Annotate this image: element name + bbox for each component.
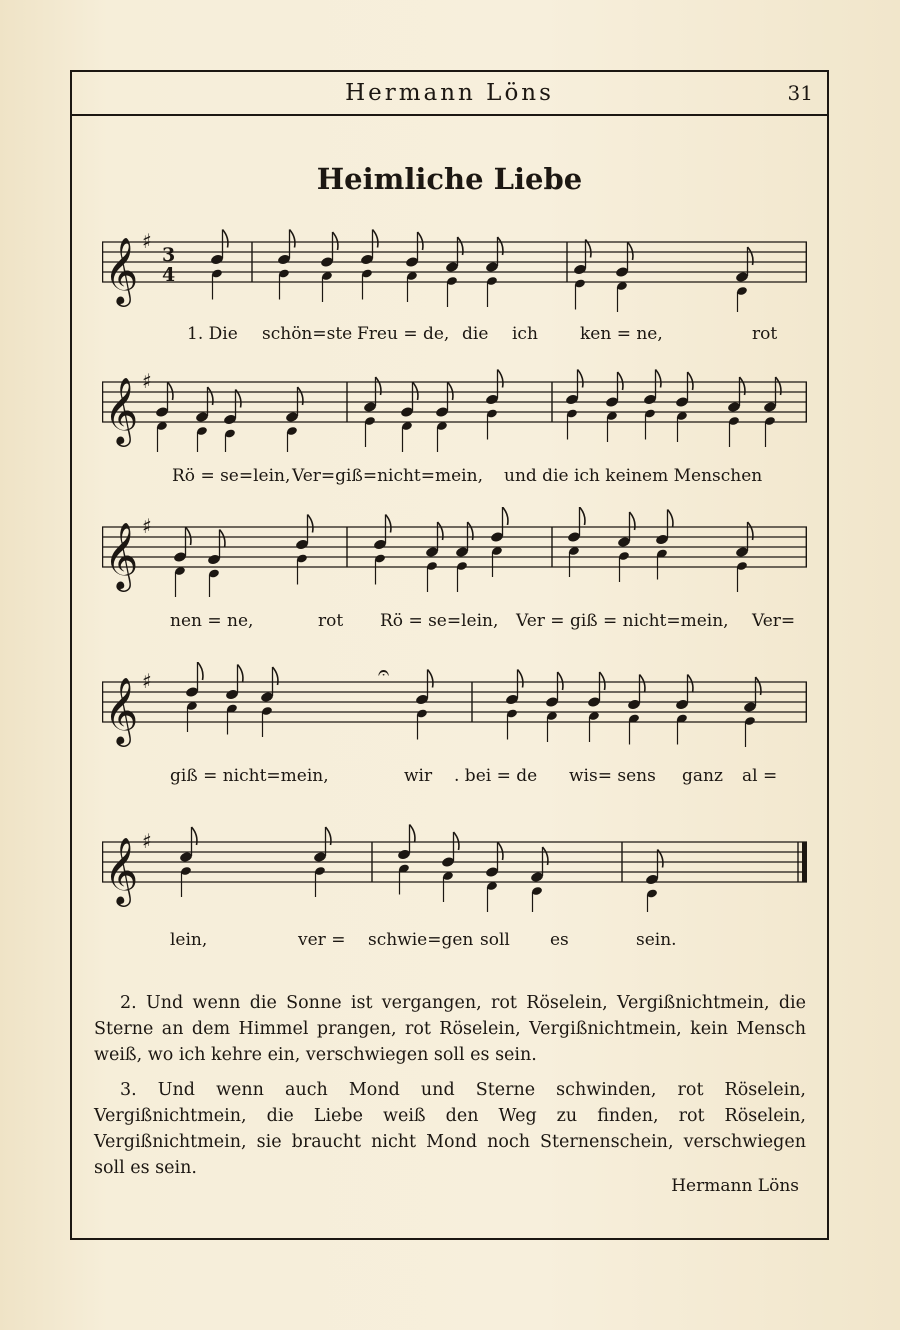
additional-verses — [94, 990, 806, 1190]
lyric-syllable: sein. — [636, 930, 677, 950]
lyric-syllable: Freu = de, — [357, 324, 450, 344]
lyric-syllable: Rö = se=lein, — [380, 611, 499, 631]
lyric-syllable: Rö = se=lein, — [172, 466, 291, 486]
treble-clef-icon: 𝄞 — [104, 236, 139, 304]
note-flag — [448, 382, 453, 400]
note-flag — [503, 507, 508, 525]
time-signature-denominator: 4 — [162, 264, 176, 286]
treble-clef-icon: 𝄞 — [104, 521, 139, 589]
note-flag — [238, 665, 243, 683]
lyric-syllable: schwie=gen — [368, 930, 474, 950]
lyric-syllable: 1. Die — [187, 324, 238, 344]
music-system-1 — [102, 222, 807, 347]
music-system-2 — [102, 362, 807, 487]
time-signature-numerator: 3 — [162, 244, 176, 266]
page-frame — [70, 70, 829, 1240]
staff-5 — [102, 822, 807, 912]
note-flag — [220, 530, 225, 548]
lyric-syllable: wis= sens — [569, 766, 656, 786]
lyric-syllable: Ver= — [752, 611, 796, 631]
note-flag — [454, 832, 459, 850]
note-flag — [428, 670, 433, 688]
key-signature-sharp-icon: ♯ — [142, 514, 152, 538]
lyric-syllable: Ver=giß=nicht=mein, — [292, 466, 483, 486]
staff-2 — [102, 362, 807, 452]
note-flag — [308, 515, 313, 533]
lyric-syllable: rot — [752, 324, 778, 344]
note-flag — [198, 662, 203, 680]
lyric-syllable: al = — [742, 766, 778, 786]
verse-3: 3. Und wenn auch Mond und Sterne schwinden, rot Röselein, Vergißnichtmein, die Liebe weiß den Weg zu finden, rot Röselein, Vergißnichtmein, sie braucht nicht Mond noch Sternenschein, verschwiegen soll es sein. — [94, 1080, 806, 1178]
note-flag — [618, 372, 623, 390]
final-bar-thick — [802, 842, 807, 882]
note-flag — [688, 372, 693, 390]
lyric-syllable: nen = ne, — [170, 611, 254, 631]
lyric-syllable: soll — [480, 930, 510, 950]
fermata-icon: 𝄐 — [378, 662, 390, 684]
note-flag — [580, 507, 585, 525]
note-flag — [186, 527, 191, 545]
lyric-syllable: die — [462, 324, 489, 344]
note-flag — [688, 675, 693, 693]
lyric-syllable: es — [550, 930, 569, 950]
lyric-syllable: schön=ste — [262, 324, 353, 344]
lyric-syllable: . bei = de — [454, 766, 538, 786]
lyric-syllable: ich — [512, 324, 538, 344]
music-system-4 — [102, 662, 807, 787]
note-flag — [168, 382, 173, 400]
lyric-syllable: giß = nicht=mein, — [170, 766, 329, 786]
staff-1 — [102, 222, 807, 312]
lyric-syllable: und die ich keinem Menschen — [504, 466, 763, 486]
note-flag — [413, 382, 418, 400]
author-signature: Hermann Löns — [671, 1176, 799, 1196]
verse-2: 2. Und wenn die Sonne ist vergangen, rot Röselein, Vergißnichtmein, die Sterne an dem Himmel prangen, rot Röselein, Vergißnichtmein, kein Mensch weiß, wo ich kehre ein, verschwiegen soll es sein. — [94, 993, 806, 1065]
lyric-syllable: lein, — [170, 930, 208, 950]
treble-clef-icon: 𝄞 — [104, 836, 139, 904]
key-signature-sharp-icon: ♯ — [142, 669, 152, 693]
song-title: Heimliche Liebe — [316, 162, 583, 196]
note-flag — [558, 672, 563, 690]
page-number: 31 — [787, 81, 813, 105]
running-header — [72, 72, 827, 116]
music-system-3 — [102, 507, 807, 632]
note-flag — [498, 842, 503, 860]
note-flag — [290, 230, 295, 248]
staff-3 — [102, 507, 807, 597]
lyric-syllable: Ver = giß = nicht=mein, — [516, 611, 729, 631]
note-flag — [498, 370, 503, 388]
note-flag — [578, 370, 583, 388]
treble-clef-icon: 𝄞 — [104, 676, 139, 744]
note-flag — [333, 232, 338, 250]
running-title: Hermann Löns — [345, 80, 554, 106]
key-signature-sharp-icon: ♯ — [142, 369, 152, 393]
note-flag — [418, 232, 423, 250]
staff-4 — [102, 662, 807, 752]
key-signature-sharp-icon: ♯ — [142, 829, 152, 853]
lyric-syllable: ganz — [682, 766, 723, 786]
note-flag — [600, 672, 605, 690]
lyric-syllable: ken = ne, — [580, 324, 663, 344]
treble-clef-icon: 𝄞 — [104, 376, 139, 444]
note-flag — [518, 670, 523, 688]
lyric-syllable: wir — [404, 766, 433, 786]
note-flag — [668, 510, 673, 528]
music-system-5 — [102, 822, 807, 950]
note-flag — [628, 242, 633, 260]
note-flag — [373, 230, 378, 248]
key-signature-sharp-icon: ♯ — [142, 229, 152, 253]
lyric-syllable: ver = — [298, 930, 346, 950]
note-flag — [656, 370, 661, 388]
note-flag — [410, 825, 415, 843]
lyric-syllable: rot — [318, 611, 344, 631]
note-flag — [386, 515, 391, 533]
note-flag — [640, 675, 645, 693]
note-flag — [223, 230, 228, 248]
